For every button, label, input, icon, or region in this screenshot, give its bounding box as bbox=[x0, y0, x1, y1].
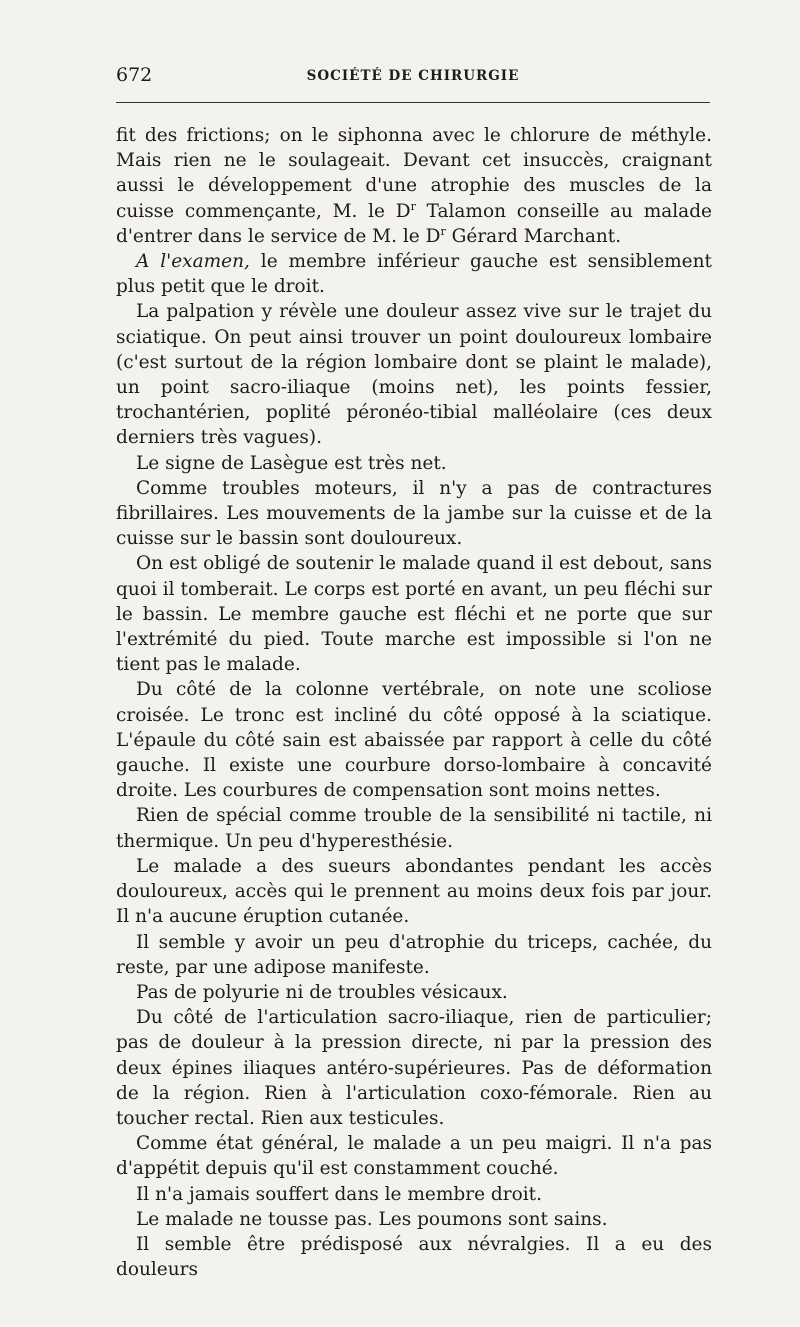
header-rule bbox=[116, 102, 710, 103]
paragraph: Le signe de Lasègue est très net. bbox=[136, 452, 447, 474]
paragraph: On est obligé de soutenir le malade quand il est debout, sans quoi il tomberait. Le corps est porté en avant, un peu fléchi sur le bassin. Le membre gauche est fléchi et ne porte que sur l'extrémité du pied. Toute marche est impossible si l'on ne tient pas le malade. bbox=[116, 553, 712, 676]
running-title: SOCIÉTÉ DE CHIRURGIE bbox=[306, 68, 520, 84]
paragraph: Comme état général, le malade a un peu maigri. Il n'a pas d'appétit depuis qu'il est constamment couché. bbox=[116, 1133, 712, 1180]
paragraph: fit des frictions; on le siphonna avec le chlorure de méthyle. Mais rien ne le soulageait. Devant cet insuccès, craignant aussi le développement d'une atrophie des muscles de la cuisse commençante, M. le $D^r$ Talamon conseille au malade d'entrer dans le service de M. le $D^r$ Gérard Marchant. bbox=[116, 125, 712, 247]
paragraph: Le malade a des sueurs abondantes pendant les accès douloureux, accès qui le prennent au moins deux fois par jour. Il n'a aucune éruption cutanée. bbox=[116, 855, 712, 928]
running-header bbox=[116, 64, 710, 94]
paragraph: Pas de polyurie ni de troubles vésicaux. bbox=[136, 981, 508, 1003]
body-text bbox=[116, 123, 712, 1282]
paragraph: Du côté de l'articulation sacro-iliaque, rien de particulier; pas de douleur à la pression directe, ni par la pression des deux épines iliaques antéro-supérieures. Pas de déformation de la région. Rien à l'articulation coxo-fémorale. Rien au toucher rectal. Rien aux testicules. bbox=[116, 1007, 712, 1129]
paragraph: A l'examen, le membre inférieur gauche est sensiblement plus petit que le droit. bbox=[116, 251, 712, 298]
paragraph: Comme troubles moteurs, il n'y a pas de contractures fibrillaires. Les mouvements de la jambe sur la cuisse et de la cuisse sur le bassin sont douloureux. bbox=[116, 477, 712, 550]
paragraph: Rien de spécial comme trouble de la sensibilité ni tactile, ni thermique. Un peu d'hyperesthésie. bbox=[116, 805, 712, 852]
paragraph: Il semble être prédisposé aux névralgies. Il a eu des douleurs bbox=[116, 1233, 712, 1281]
paragraph: Le malade ne tousse pas. Les poumons sont sains. bbox=[136, 1208, 608, 1230]
italic-lead: A l'examen, bbox=[136, 251, 250, 273]
page-number: 672 bbox=[116, 64, 153, 86]
paragraph: Il n'a jamais souffert dans le membre droit. bbox=[136, 1183, 542, 1205]
paragraph: Du côté de la colonne vertébrale, on note une scoliose croisée. Le tronc est incliné du côté opposé à la sciatique. L'épaule du côté sain est abaissée par rapport à celle du côté gauche. Il existe une courbure dorso-lombaire à concavité droite. Les courbures de compensation sont moins nettes. bbox=[116, 679, 712, 802]
paragraph: Il semble y avoir un peu d'atrophie du triceps, cachée, du reste, par une adipose manifeste. bbox=[116, 931, 712, 978]
paragraph: La palpation y révèle une douleur assez vive sur le trajet du sciatique. On peut ainsi trouver un point douloureux lombaire (c'est surtout de la région lombaire dont se plaint le malade), un point sacro-iliaque (moins net), les points fessier, trochantérien, poplité péronéo-tibial malléolaire (ces deux derniers très vagues). bbox=[116, 301, 712, 449]
